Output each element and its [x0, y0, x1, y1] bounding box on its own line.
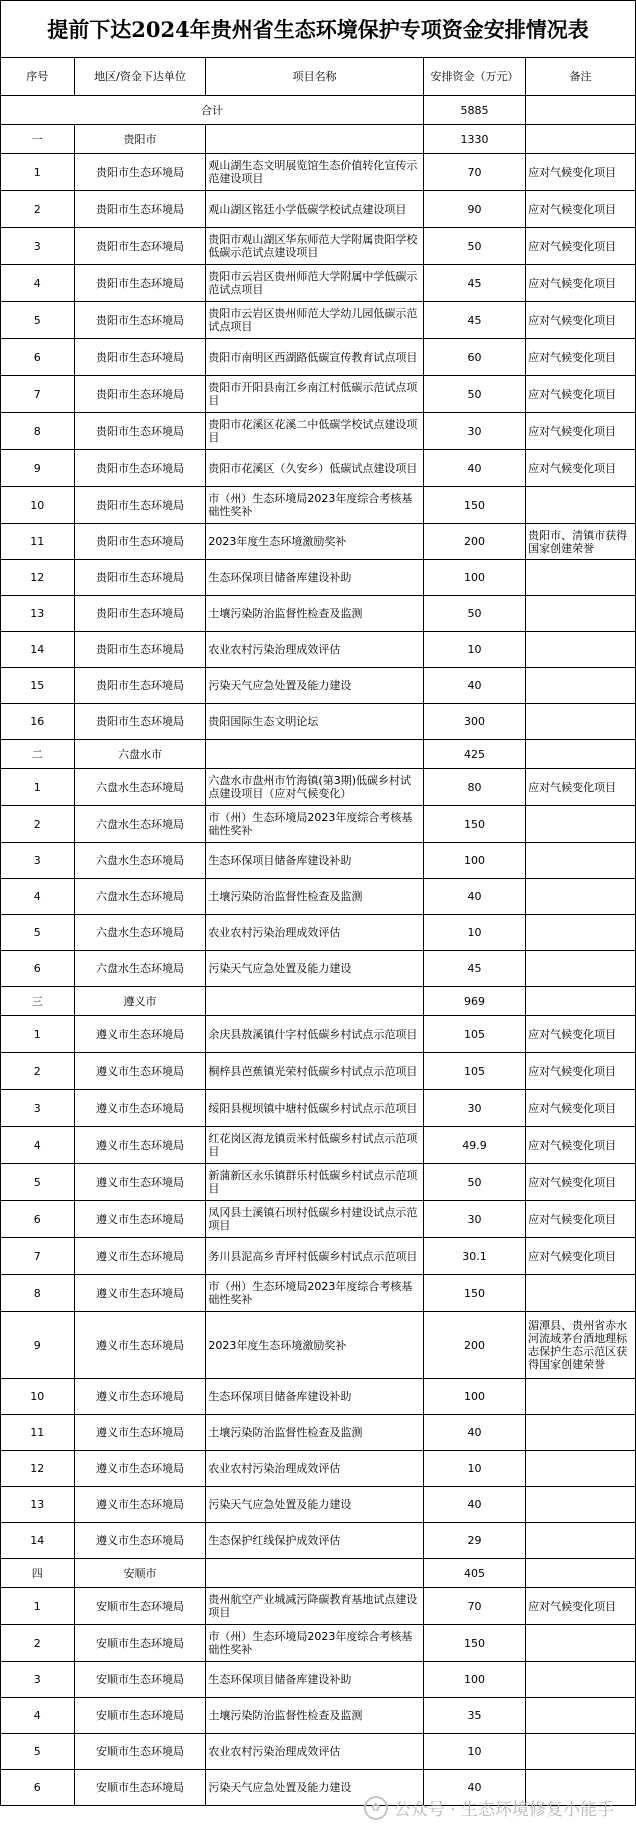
row-unit: 贵阳市生态环境局 [74, 524, 206, 560]
row-unit: 六盘水生态环境局 [74, 951, 206, 987]
row-index: 1 [1, 769, 75, 806]
row-remark [526, 487, 636, 524]
row-amount: 45 [423, 302, 525, 339]
table-row [1, 769, 636, 806]
region-amount: 425 [423, 740, 525, 769]
row-unit: 贵阳市生态环境局 [74, 487, 206, 524]
row-remark: 应对气候变化项目 [526, 339, 636, 376]
row-index: 3 [1, 1090, 75, 1127]
row-amount: 10 [423, 632, 525, 668]
table-row [1, 1523, 636, 1559]
row-amount: 50 [423, 376, 525, 413]
row-amount: 10 [423, 915, 525, 951]
row-amount: 300 [423, 704, 525, 740]
row-remark: 应对气候变化项目 [526, 1164, 636, 1201]
total-amount: 5885 [423, 96, 525, 125]
row-remark [526, 632, 636, 668]
row-unit: 遵义市生态环境局 [74, 1379, 206, 1415]
row-unit: 安顺市生态环境局 [74, 1662, 206, 1698]
table-row [1, 1379, 636, 1415]
row-unit: 贵阳市生态环境局 [74, 450, 206, 487]
row-project: 市（州）生态环境局2023年度综合考核基础性奖补 [206, 487, 424, 524]
row-amount: 50 [423, 596, 525, 632]
row-index: 14 [1, 1523, 75, 1559]
row-index: 4 [1, 265, 75, 302]
row-project: 污染天气应急处置及能力建设 [206, 1770, 424, 1806]
row-remark [526, 1662, 636, 1698]
row-remark [526, 1379, 636, 1415]
row-project: 生态保护红线保护成效评估 [206, 1523, 424, 1559]
allocation-table [0, 57, 636, 1806]
region-index: 二 [1, 740, 75, 769]
row-index: 5 [1, 915, 75, 951]
row-unit: 贵阳市生态环境局 [74, 339, 206, 376]
header-cell: 项目名称 [206, 58, 424, 96]
row-index: 13 [1, 1487, 75, 1523]
row-index: 15 [1, 668, 75, 704]
row-amount: 150 [423, 806, 525, 843]
row-index: 5 [1, 1734, 75, 1770]
row-amount: 30 [423, 1201, 525, 1238]
region-name: 遵义市 [74, 987, 206, 1016]
region-subtotal-row [1, 1559, 636, 1588]
row-amount: 105 [423, 1053, 525, 1090]
row-unit: 贵阳市生态环境局 [74, 596, 206, 632]
row-index: 6 [1, 1770, 75, 1806]
row-project: 观山湖生态文明展览馆生态价值转化宣传示范建设项目 [206, 154, 424, 191]
table-row [1, 413, 636, 450]
row-index: 2 [1, 806, 75, 843]
table-body [1, 96, 636, 1806]
row-index: 5 [1, 1164, 75, 1201]
row-unit: 遵义市生态环境局 [74, 1016, 206, 1053]
header-cell: 安排资金（万元） [423, 58, 525, 96]
row-index: 4 [1, 1127, 75, 1164]
row-amount: 40 [423, 1487, 525, 1523]
row-index: 4 [1, 879, 75, 915]
row-remark: 应对气候变化项目 [526, 1053, 636, 1090]
region-subtotal-row [1, 987, 636, 1016]
table-row [1, 1127, 636, 1164]
row-index: 9 [1, 1312, 75, 1379]
row-project: 生态环保项目储备库建设补助 [206, 1379, 424, 1415]
table-row [1, 1662, 636, 1698]
row-project: 污染天气应急处置及能力建设 [206, 668, 424, 704]
row-remark [526, 1487, 636, 1523]
row-project: 污染天气应急处置及能力建设 [206, 951, 424, 987]
row-amount: 200 [423, 1312, 525, 1379]
row-remark [526, 806, 636, 843]
region-subtotal-row [1, 125, 636, 154]
row-project: 生态环保项目储备库建设补助 [206, 560, 424, 596]
row-unit: 贵阳市生态环境局 [74, 560, 206, 596]
row-index: 2 [1, 1053, 75, 1090]
row-remark [526, 1451, 636, 1487]
row-index: 3 [1, 228, 75, 265]
row-index: 1 [1, 154, 75, 191]
region-remark [526, 740, 636, 769]
row-amount: 50 [423, 228, 525, 265]
row-amount: 90 [423, 191, 525, 228]
header-cell: 地区/资金下达单位 [74, 58, 206, 96]
row-project: 土壤污染防治监督性检查及监测 [206, 596, 424, 632]
row-remark [526, 1625, 636, 1662]
row-unit: 六盘水生态环境局 [74, 915, 206, 951]
table-row [1, 843, 636, 879]
row-remark: 湄潭县、贵州省赤水河流域茅台酒地理标志保护生态示范区获得国家创建荣誉 [526, 1312, 636, 1379]
row-remark: 应对气候变化项目 [526, 450, 636, 487]
region-name: 六盘水市 [74, 740, 206, 769]
row-index: 7 [1, 1238, 75, 1275]
row-remark: 应对气候变化项目 [526, 265, 636, 302]
row-unit: 贵阳市生态环境局 [74, 265, 206, 302]
total-label: 合计 [1, 96, 424, 125]
row-index: 8 [1, 413, 75, 450]
row-unit: 贵阳市生态环境局 [74, 413, 206, 450]
region-amount: 405 [423, 1559, 525, 1588]
row-index: 12 [1, 560, 75, 596]
row-project: 市（州）生态环境局2023年度综合考核基础性奖补 [206, 1275, 424, 1312]
row-amount: 40 [423, 879, 525, 915]
row-amount: 150 [423, 1625, 525, 1662]
row-project: 市（州）生态环境局2023年度综合考核基础性奖补 [206, 806, 424, 843]
row-unit: 遵义市生态环境局 [74, 1164, 206, 1201]
row-amount: 49.9 [423, 1127, 525, 1164]
table-row [1, 1275, 636, 1312]
row-remark: 应对气候变化项目 [526, 228, 636, 265]
row-remark [526, 596, 636, 632]
row-unit: 贵阳市生态环境局 [74, 302, 206, 339]
region-project [206, 740, 424, 769]
header-cell: 序号 [1, 58, 75, 96]
row-project: 贵阳国际生态文明论坛 [206, 704, 424, 740]
table-row [1, 951, 636, 987]
table-row [1, 1201, 636, 1238]
region-remark [526, 125, 636, 154]
row-amount: 45 [423, 951, 525, 987]
row-project: 贵阳市花溪区花溪二中低碳学校试点建设项目 [206, 413, 424, 450]
row-unit: 遵义市生态环境局 [74, 1312, 206, 1379]
row-index: 10 [1, 1379, 75, 1415]
table-row [1, 376, 636, 413]
row-index: 5 [1, 302, 75, 339]
row-project: 务川县泥高乡青坪村低碳乡村试点示范项目 [206, 1238, 424, 1275]
row-index: 1 [1, 1016, 75, 1053]
row-remark [526, 1734, 636, 1770]
row-unit: 遵义市生态环境局 [74, 1451, 206, 1487]
row-project: 土壤污染防治监督性检查及监测 [206, 879, 424, 915]
row-unit: 贵阳市生态环境局 [74, 376, 206, 413]
table-row [1, 302, 636, 339]
row-remark: 应对气候变化项目 [526, 1090, 636, 1127]
row-project: 农业农村污染治理成效评估 [206, 632, 424, 668]
row-project: 生态环保项目储备库建设补助 [206, 843, 424, 879]
row-unit: 贵阳市生态环境局 [74, 191, 206, 228]
table-row [1, 1016, 636, 1053]
row-project: 红花岗区海龙镇贡米村低碳乡村试点示范项目 [206, 1127, 424, 1164]
region-project [206, 987, 424, 1016]
row-amount: 45 [423, 265, 525, 302]
row-project: 观山湖区铭廷小学低碳学校试点建设项目 [206, 191, 424, 228]
row-project: 桐梓县芭蕉镇光荣村低碳乡村试点示范项目 [206, 1053, 424, 1090]
row-remark: 应对气候变化项目 [526, 1016, 636, 1053]
row-index: 4 [1, 1698, 75, 1734]
table-row [1, 704, 636, 740]
page-title: 提前下达2024年贵州省生态环境保护专项资金安排情况表 [0, 0, 636, 58]
row-remark: 应对气候变化项目 [526, 1127, 636, 1164]
table-row [1, 1698, 636, 1734]
row-project: 2023年度生态环境激励奖补 [206, 1312, 424, 1379]
row-remark [526, 560, 636, 596]
table-row [1, 806, 636, 843]
table-row [1, 596, 636, 632]
row-unit: 安顺市生态环境局 [74, 1698, 206, 1734]
row-amount: 29 [423, 1523, 525, 1559]
row-remark [526, 843, 636, 879]
region-index: 三 [1, 987, 75, 1016]
row-remark: 应对气候变化项目 [526, 376, 636, 413]
row-unit: 遵义市生态环境局 [74, 1090, 206, 1127]
row-amount: 40 [423, 450, 525, 487]
table-row [1, 1090, 636, 1127]
row-amount: 70 [423, 154, 525, 191]
table-row [1, 487, 636, 524]
table-row [1, 339, 636, 376]
row-project: 贵阳市开阳县南江乡南江村低碳示范试点项目 [206, 376, 424, 413]
header-cell: 备注 [526, 58, 636, 96]
table-row [1, 524, 636, 560]
row-unit: 遵义市生态环境局 [74, 1487, 206, 1523]
region-project [206, 125, 424, 154]
row-unit: 安顺市生态环境局 [74, 1770, 206, 1806]
row-index: 10 [1, 487, 75, 524]
table-row [1, 1588, 636, 1625]
row-amount: 10 [423, 1451, 525, 1487]
row-remark [526, 668, 636, 704]
region-remark [526, 1559, 636, 1588]
row-project: 市（州）生态环境局2023年度综合考核基础性奖补 [206, 1625, 424, 1662]
row-remark [526, 704, 636, 740]
row-index: 2 [1, 191, 75, 228]
table-row [1, 1451, 636, 1487]
row-index: 11 [1, 1415, 75, 1451]
row-unit: 贵阳市生态环境局 [74, 704, 206, 740]
row-index: 11 [1, 524, 75, 560]
table-row [1, 1238, 636, 1275]
region-amount: 1330 [423, 125, 525, 154]
row-index: 12 [1, 1451, 75, 1487]
row-amount: 40 [423, 668, 525, 704]
table-row [1, 915, 636, 951]
row-unit: 贵阳市生态环境局 [74, 228, 206, 265]
table-row [1, 1053, 636, 1090]
row-unit: 遵义市生态环境局 [74, 1415, 206, 1451]
row-unit: 遵义市生态环境局 [74, 1523, 206, 1559]
total-remark [526, 96, 636, 125]
row-remark: 应对气候变化项目 [526, 1238, 636, 1275]
row-amount: 100 [423, 1662, 525, 1698]
row-amount: 100 [423, 843, 525, 879]
row-remark [526, 1523, 636, 1559]
table-row [1, 228, 636, 265]
row-remark [526, 1275, 636, 1312]
row-unit: 安顺市生态环境局 [74, 1734, 206, 1770]
row-amount: 200 [423, 524, 525, 560]
row-index: 6 [1, 339, 75, 376]
row-remark [526, 951, 636, 987]
row-remark [526, 879, 636, 915]
row-index: 16 [1, 704, 75, 740]
row-unit: 遵义市生态环境局 [74, 1201, 206, 1238]
row-remark: 应对气候变化项目 [526, 1588, 636, 1625]
region-name: 贵阳市 [74, 125, 206, 154]
row-unit: 遵义市生态环境局 [74, 1127, 206, 1164]
row-remark: 贵阳市、清镇市获得国家创建荣誉 [526, 524, 636, 560]
row-remark: 应对气候变化项目 [526, 302, 636, 339]
row-project: 凤冈县土溪镇石坝村低碳乡村建设试点示范项目 [206, 1201, 424, 1238]
row-project: 贵阳市云岩区贵州师范大学幼儿园低碳示范试点项目 [206, 302, 424, 339]
row-project: 贵阳市南明区西湖路低碳宣传教育试点项目 [206, 339, 424, 376]
row-amount: 60 [423, 339, 525, 376]
row-remark [526, 1415, 636, 1451]
row-amount: 100 [423, 1379, 525, 1415]
row-index: 14 [1, 632, 75, 668]
row-amount: 40 [423, 1770, 525, 1806]
row-unit: 安顺市生态环境局 [74, 1625, 206, 1662]
table-row [1, 668, 636, 704]
table-row [1, 1487, 636, 1523]
table-row [1, 560, 636, 596]
table-row [1, 154, 636, 191]
row-remark: 应对气候变化项目 [526, 154, 636, 191]
row-project: 余庆县敖溪镇什字村低碳乡村试点示范项目 [206, 1016, 424, 1053]
watermark [364, 1795, 614, 1820]
table-row [1, 632, 636, 668]
row-index: 8 [1, 1275, 75, 1312]
region-subtotal-row [1, 740, 636, 769]
row-project: 农业农村污染治理成效评估 [206, 1734, 424, 1770]
region-index: 一 [1, 125, 75, 154]
row-amount: 30 [423, 413, 525, 450]
table-row [1, 1312, 636, 1379]
row-remark: 应对气候变化项目 [526, 413, 636, 450]
row-unit: 安顺市生态环境局 [74, 1588, 206, 1625]
region-project [206, 1559, 424, 1588]
wechat-icon: ✿ [364, 1796, 388, 1820]
row-index: 13 [1, 596, 75, 632]
row-unit: 六盘水生态环境局 [74, 769, 206, 806]
row-index: 3 [1, 843, 75, 879]
row-index: 6 [1, 951, 75, 987]
row-amount: 40 [423, 1415, 525, 1451]
row-project: 2023年度生态环境激励奖补 [206, 524, 424, 560]
table-row [1, 1625, 636, 1662]
row-project: 六盘水市盘州市竹海镇(第3期)低碳乡村试点建设项目（应对气候变化） [206, 769, 424, 806]
row-index: 1 [1, 1588, 75, 1625]
row-index: 9 [1, 450, 75, 487]
watermark-text: 公众号 · 生态环境修复小能手 [393, 1800, 614, 1820]
row-project: 污染天气应急处置及能力建设 [206, 1487, 424, 1523]
row-remark: 应对气候变化项目 [526, 1201, 636, 1238]
row-project: 贵州航空产业城减污降碳教育基地试点建设项目 [206, 1588, 424, 1625]
table-row [1, 450, 636, 487]
row-project: 新蒲新区永乐镇群乐村低碳乡村试点示范项目 [206, 1164, 424, 1201]
row-unit: 贵阳市生态环境局 [74, 668, 206, 704]
table-row [1, 191, 636, 228]
row-unit: 贵阳市生态环境局 [74, 154, 206, 191]
row-amount: 50 [423, 1164, 525, 1201]
row-project: 贵阳市花溪区（久安乡）低碳试点建设项目 [206, 450, 424, 487]
row-amount: 80 [423, 769, 525, 806]
region-remark [526, 987, 636, 1016]
row-amount: 70 [423, 1588, 525, 1625]
table-row [1, 1415, 636, 1451]
row-remark [526, 915, 636, 951]
total-row [1, 96, 636, 125]
row-remark: 应对气候变化项目 [526, 769, 636, 806]
row-project: 土壤污染防治监督性检查及监测 [206, 1698, 424, 1734]
row-amount: 105 [423, 1016, 525, 1053]
region-amount: 969 [423, 987, 525, 1016]
region-index: 四 [1, 1559, 75, 1588]
table-row [1, 265, 636, 302]
row-index: 6 [1, 1201, 75, 1238]
row-unit: 六盘水生态环境局 [74, 806, 206, 843]
row-unit: 六盘水生态环境局 [74, 843, 206, 879]
row-project: 贵阳市观山湖区华东师范大学附属贵阳学校低碳示范试点建设项目 [206, 228, 424, 265]
row-unit: 遵义市生态环境局 [74, 1275, 206, 1312]
table-row [1, 879, 636, 915]
row-unit: 六盘水生态环境局 [74, 879, 206, 915]
row-index: 3 [1, 1662, 75, 1698]
row-project: 农业农村污染治理成效评估 [206, 915, 424, 951]
row-amount: 100 [423, 560, 525, 596]
row-index: 2 [1, 1625, 75, 1662]
row-amount: 30 [423, 1090, 525, 1127]
region-name: 安顺市 [74, 1559, 206, 1588]
row-project: 农业农村污染治理成效评估 [206, 1451, 424, 1487]
row-remark [526, 1698, 636, 1734]
row-index: 7 [1, 376, 75, 413]
row-amount: 35 [423, 1698, 525, 1734]
row-unit: 遵义市生态环境局 [74, 1238, 206, 1275]
row-remark: 应对气候变化项目 [526, 191, 636, 228]
row-unit: 遵义市生态环境局 [74, 1053, 206, 1090]
row-unit: 贵阳市生态环境局 [74, 632, 206, 668]
row-amount: 10 [423, 1734, 525, 1770]
row-project: 生态环保项目储备库建设补助 [206, 1662, 424, 1698]
row-project: 绥阳县枧坝镇中塘村低碳乡村试点示范项目 [206, 1090, 424, 1127]
row-project: 贵阳市云岩区贵州师范大学附属中学低碳示范试点项目 [206, 265, 424, 302]
row-amount: 150 [423, 487, 525, 524]
row-project: 土壤污染防治监督性检查及监测 [206, 1415, 424, 1451]
table-row [1, 1164, 636, 1201]
table-row [1, 1734, 636, 1770]
table-header-row [1, 58, 636, 96]
row-amount: 30.1 [423, 1238, 525, 1275]
row-amount: 150 [423, 1275, 525, 1312]
